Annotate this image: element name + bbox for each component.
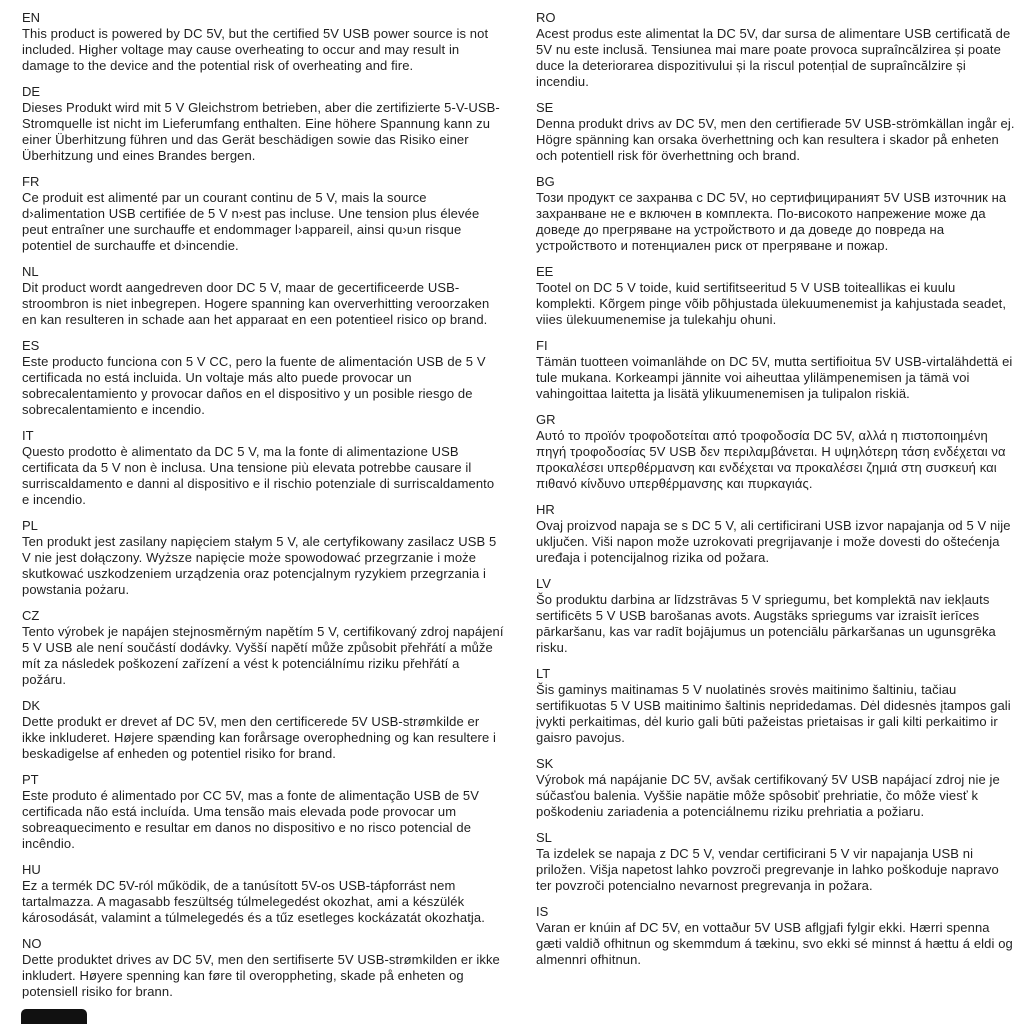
language-code: LV: [536, 576, 551, 591]
language-text: Ten produkt jest zasilany napięciem stałym 5 V, ale certyfikowany zasilacz USB 5 V nie jest dołączony. Wyższe napięcie może spowodować przegrzanie i może skutkować uszkodzeniem urządzenia oraz potencjalnym ryzykiem przegrzania i powstania pożaru.: [22, 534, 497, 597]
language-section: [22, 698, 504, 762]
language-text: Acest produs este alimentat la DC 5V, dar sursa de alimentare USB certificată de 5V nu este inclusă. Tensiunea mai mare poate provoca supraîncălzirea și poate duce la deteriorarea dispozitivului și la riscul potențial de supraîncălzire și incendiu.: [536, 26, 1011, 89]
language-section: [22, 10, 504, 74]
language-code: HU: [22, 862, 41, 877]
language-code: HR: [536, 502, 555, 517]
language-text: Tämän tuotteen voimanlähde on DC 5V, mutta sertifioitua 5V USB-virtalähdettä ei tule mukana. Korkeampi jännite voi aiheuttaa ylilämpenemisen ja tämä voi vahingoittaa laitetta ja lisätä ylikuumenemisen ja tulipalon riskiä.: [536, 354, 1013, 401]
language-section: [536, 10, 1018, 90]
language-code: SE: [536, 100, 554, 115]
language-text: Dieses Produkt wird mit 5 V Gleichstrom betrieben, aber die zertifizierte 5-V-USB-Stromquelle ist nicht im Lieferumfang enthalten. Eine höhere Spannung kann zu einer Überhitzung führen und das Gerät beschädigen sowie das Risiko einer Überhitzung und eines Brandes bergen.: [22, 100, 500, 163]
language-text: This product is powered by DC 5V, but the certified 5V USB power source is not included. Higher voltage may cause overheating to occur and may result in damage to the device and the potential risk of overheating and fire.: [22, 26, 489, 73]
language-section: [536, 100, 1018, 164]
language-text: Tento výrobek je napájen stejnosměrným napětím 5 V, certifikovaný zdroj napájení 5 V USB ale není součástí dodávky. Vyšší napětí může způsobit přehřátí a může mít za následek poškození zařízení a vést k potenciálnímu riziku přehřátí a požáru.: [22, 624, 504, 687]
language-code: FR: [22, 174, 40, 189]
language-text: Ta izdelek se napaja z DC 5 V, vendar certificirani 5 V vir napajanja USB ni priložen. Višja napetost lahko povzroči pregrevanje in lahko poškoduje napravo ter povzroči potencialno nevarnost pregrevanja in požara.: [536, 846, 999, 893]
language-text: Dette produkt er drevet af DC 5V, men den certificerede 5V USB-strømkilde er ikke inkluderet. Højere spænding kan forårsage overophedning og kan resultere i beskadigelse af enheden og potentiel risiko for brand.: [22, 714, 497, 761]
language-code: SK: [536, 756, 554, 771]
language-section: [536, 502, 1018, 566]
language-section: [22, 428, 504, 508]
language-code: EE: [536, 264, 554, 279]
language-section: [536, 174, 1018, 254]
language-text: Ez a termék DC 5V-ról működik, de a tanúsított 5V-os USB-tápforrást nem tartalmazza. A magasabb feszültség túlmelegedést okozhat, ami a készülék károsodását, valamint a túlmelegedés és a tűz esetleges kockázatát okozhatja.: [22, 878, 485, 925]
language-code: BG: [536, 174, 555, 189]
language-section: [536, 412, 1018, 492]
language-code: CZ: [22, 608, 40, 623]
language-section: [22, 264, 504, 328]
language-section: [536, 338, 1018, 402]
language-text: Denna produkt drivs av DC 5V, men den certifierade 5V USB-strömkällan ingår ej. Högre spänning kan orsaka överhettning och kan resultera i skador på enheten och potentiell risk för överhettning och brand.: [536, 116, 1015, 163]
language-code: IS: [536, 904, 549, 919]
language-section: [22, 84, 504, 164]
language-code: SL: [536, 830, 552, 845]
column-right: [536, 10, 1018, 1010]
language-text: Este producto funciona con 5 V CC, pero la fuente de alimentación USB de 5 V certificada no está incluida. Un voltaje más alto puede provocar un sobrecalentamiento y provocar daños en el dispositivo y un posible riesgo de sobrecalentamiento e incendio.: [22, 354, 486, 417]
language-code: DE: [22, 84, 41, 99]
language-text: Ce produit est alimenté par un courant continu de 5 V, mais la source d›alimentation USB certifiée de 5 V n›est pas incluse. Une tension plus élevée peut entraîner une surchauffe et endommager l›appareil, ainsi qu›un risque potentiel de surchauffe et d›incendie.: [22, 190, 480, 253]
language-code: NO: [22, 936, 42, 951]
language-text: Ovaj proizvod napaja se s DC 5 V, ali certificirani USB izvor napajanja od 5 V nije uključen. Viši napon može uzrokovati pregrijavanje i može dovesti do oštećenja uređaja i potencijalnog rizika od požara.: [536, 518, 1011, 565]
language-code: NL: [22, 264, 39, 279]
language-section: [22, 862, 504, 926]
language-text: Výrobok má napájanie DC 5V, avšak certifikovaný 5V USB napájací zdroj nie je súčasťou balenia. Vyššie napätie môže spôsobiť prehriatie, čo môže viesť k poškodeniu zariadenia a potenciálnemu riziku prehriatia a požiaru.: [536, 772, 1000, 819]
language-section: [536, 666, 1018, 746]
language-code: DK: [22, 698, 41, 713]
language-section: [22, 608, 504, 688]
language-text: Varan er knúin af DC 5V, en vottaður 5V USB aflgjafi fylgir ekki. Hærri spenna gæti valdið ofhitnun og skemmdum á tækinu, svo ekki sé minnst á hættu á eldi og almennri ofhitnun.: [536, 920, 1013, 967]
language-code: FI: [536, 338, 548, 353]
language-text: Este produto é alimentado por CC 5V, mas a fonte de alimentação USB de 5V certificada não está incluída. Uma tensão mais elevada pode provocar um sobreaquecimento e resultar em danos no dispositivo e no risco potencial de incêndio.: [22, 788, 480, 851]
language-text: Dette produktet drives av DC 5V, men den sertifiserte 5V USB-strømkilden er ikke inkludert. Høyere spenning kan føre til overoppheting, skade på enheten og potensiell risiko for brann.: [22, 952, 500, 999]
column-left: [22, 10, 504, 1010]
language-section: [22, 518, 504, 598]
language-code: IT: [22, 428, 34, 443]
language-code: RO: [536, 10, 556, 25]
language-text: Questo prodotto è alimentato da DC 5 V, ma la fonte di alimentazione USB certificata da 5 V non è inclusa. Una tensione più elevata potrebbe causare il surriscaldamento e danni al dispositivo e il rischio potenziale di surriscaldamento e incendio.: [22, 444, 495, 507]
language-section: [536, 830, 1018, 894]
language-text: Tootel on DC 5 V toide, kuid sertifitseeritud 5 V USB toiteallikas ei kuulu komplekti. Kõrgem pinge võib põhjustada ülekuumenemist ja kahjustada seadet, viies ülekuumenemise ja tulekahju ohuni.: [536, 280, 1007, 327]
language-text: Šis gaminys maitinamas 5 V nuolatinės srovės maitinimo šaltiniu, tačiau sertifikuotas 5 V USB maitinimo šaltinis nepridedamas. Dėl didesnės įtampos gali įvykti perkaitimas, dėl kurio gali būti pažeistas prietaisas ir gali kilti perkaitimo ir gaisro pavojus.: [536, 682, 1011, 745]
language-code: PL: [22, 518, 38, 533]
language-section: [22, 338, 504, 418]
language-section: [536, 756, 1018, 820]
language-code: PT: [22, 772, 39, 787]
language-section: [22, 174, 504, 254]
language-code: ES: [22, 338, 40, 353]
language-text: Този продукт се захранва с DC 5V, но сертифицираният 5V USB източник на захранване не е включен в комплекта. По-високото напрежение може да доведе до прегряване на устройството и да доведе до повреда на устройството и потенциален риск от прегряване и пожар.: [536, 190, 1007, 253]
page-corner-mark: [21, 1009, 87, 1024]
language-section: [536, 264, 1018, 328]
language-code: GR: [536, 412, 556, 427]
language-text: Αυτό το προϊόν τροφοδοτείται από τροφοδοσία DC 5V, αλλά η πιστοποιημένη πηγή τροφοδοσίας 5V USB δεν περιλαμβάνεται. Η υψηλότερη τάση ενδέχεται να προκαλέσει υπερθέρμανση και ενδέχεται να προκαλέσει ζημιά στη συσκευή και πιθανό κίνδυνο υπερθέρμανσης και πυρκαγιάς.: [536, 428, 1006, 491]
language-section: [536, 904, 1018, 968]
language-text: Dit product wordt aangedreven door DC 5 V, maar de gecertificeerde USB-stroombron is niet inbegrepen. Hogere spanning kan oververhitting veroorzaken en kan resulteren in schade aan het apparaat en een potentieel risico op brand.: [22, 280, 490, 327]
language-code: EN: [22, 10, 41, 25]
language-section: [22, 936, 504, 1000]
language-section: [22, 772, 504, 852]
language-text: Šo produktu darbina ar līdzstrāvas 5 V spriegumu, bet komplektā nav iekļauts sertificēts 5 V USB barošanas avots. Augstāks spriegums var izraisīt ierīces pārkaršanu, kas var radīt bojājumus un potenciālu pārkaršanas un ugunsgrēka risku.: [536, 592, 996, 655]
language-code: LT: [536, 666, 551, 681]
language-section: [536, 576, 1018, 656]
